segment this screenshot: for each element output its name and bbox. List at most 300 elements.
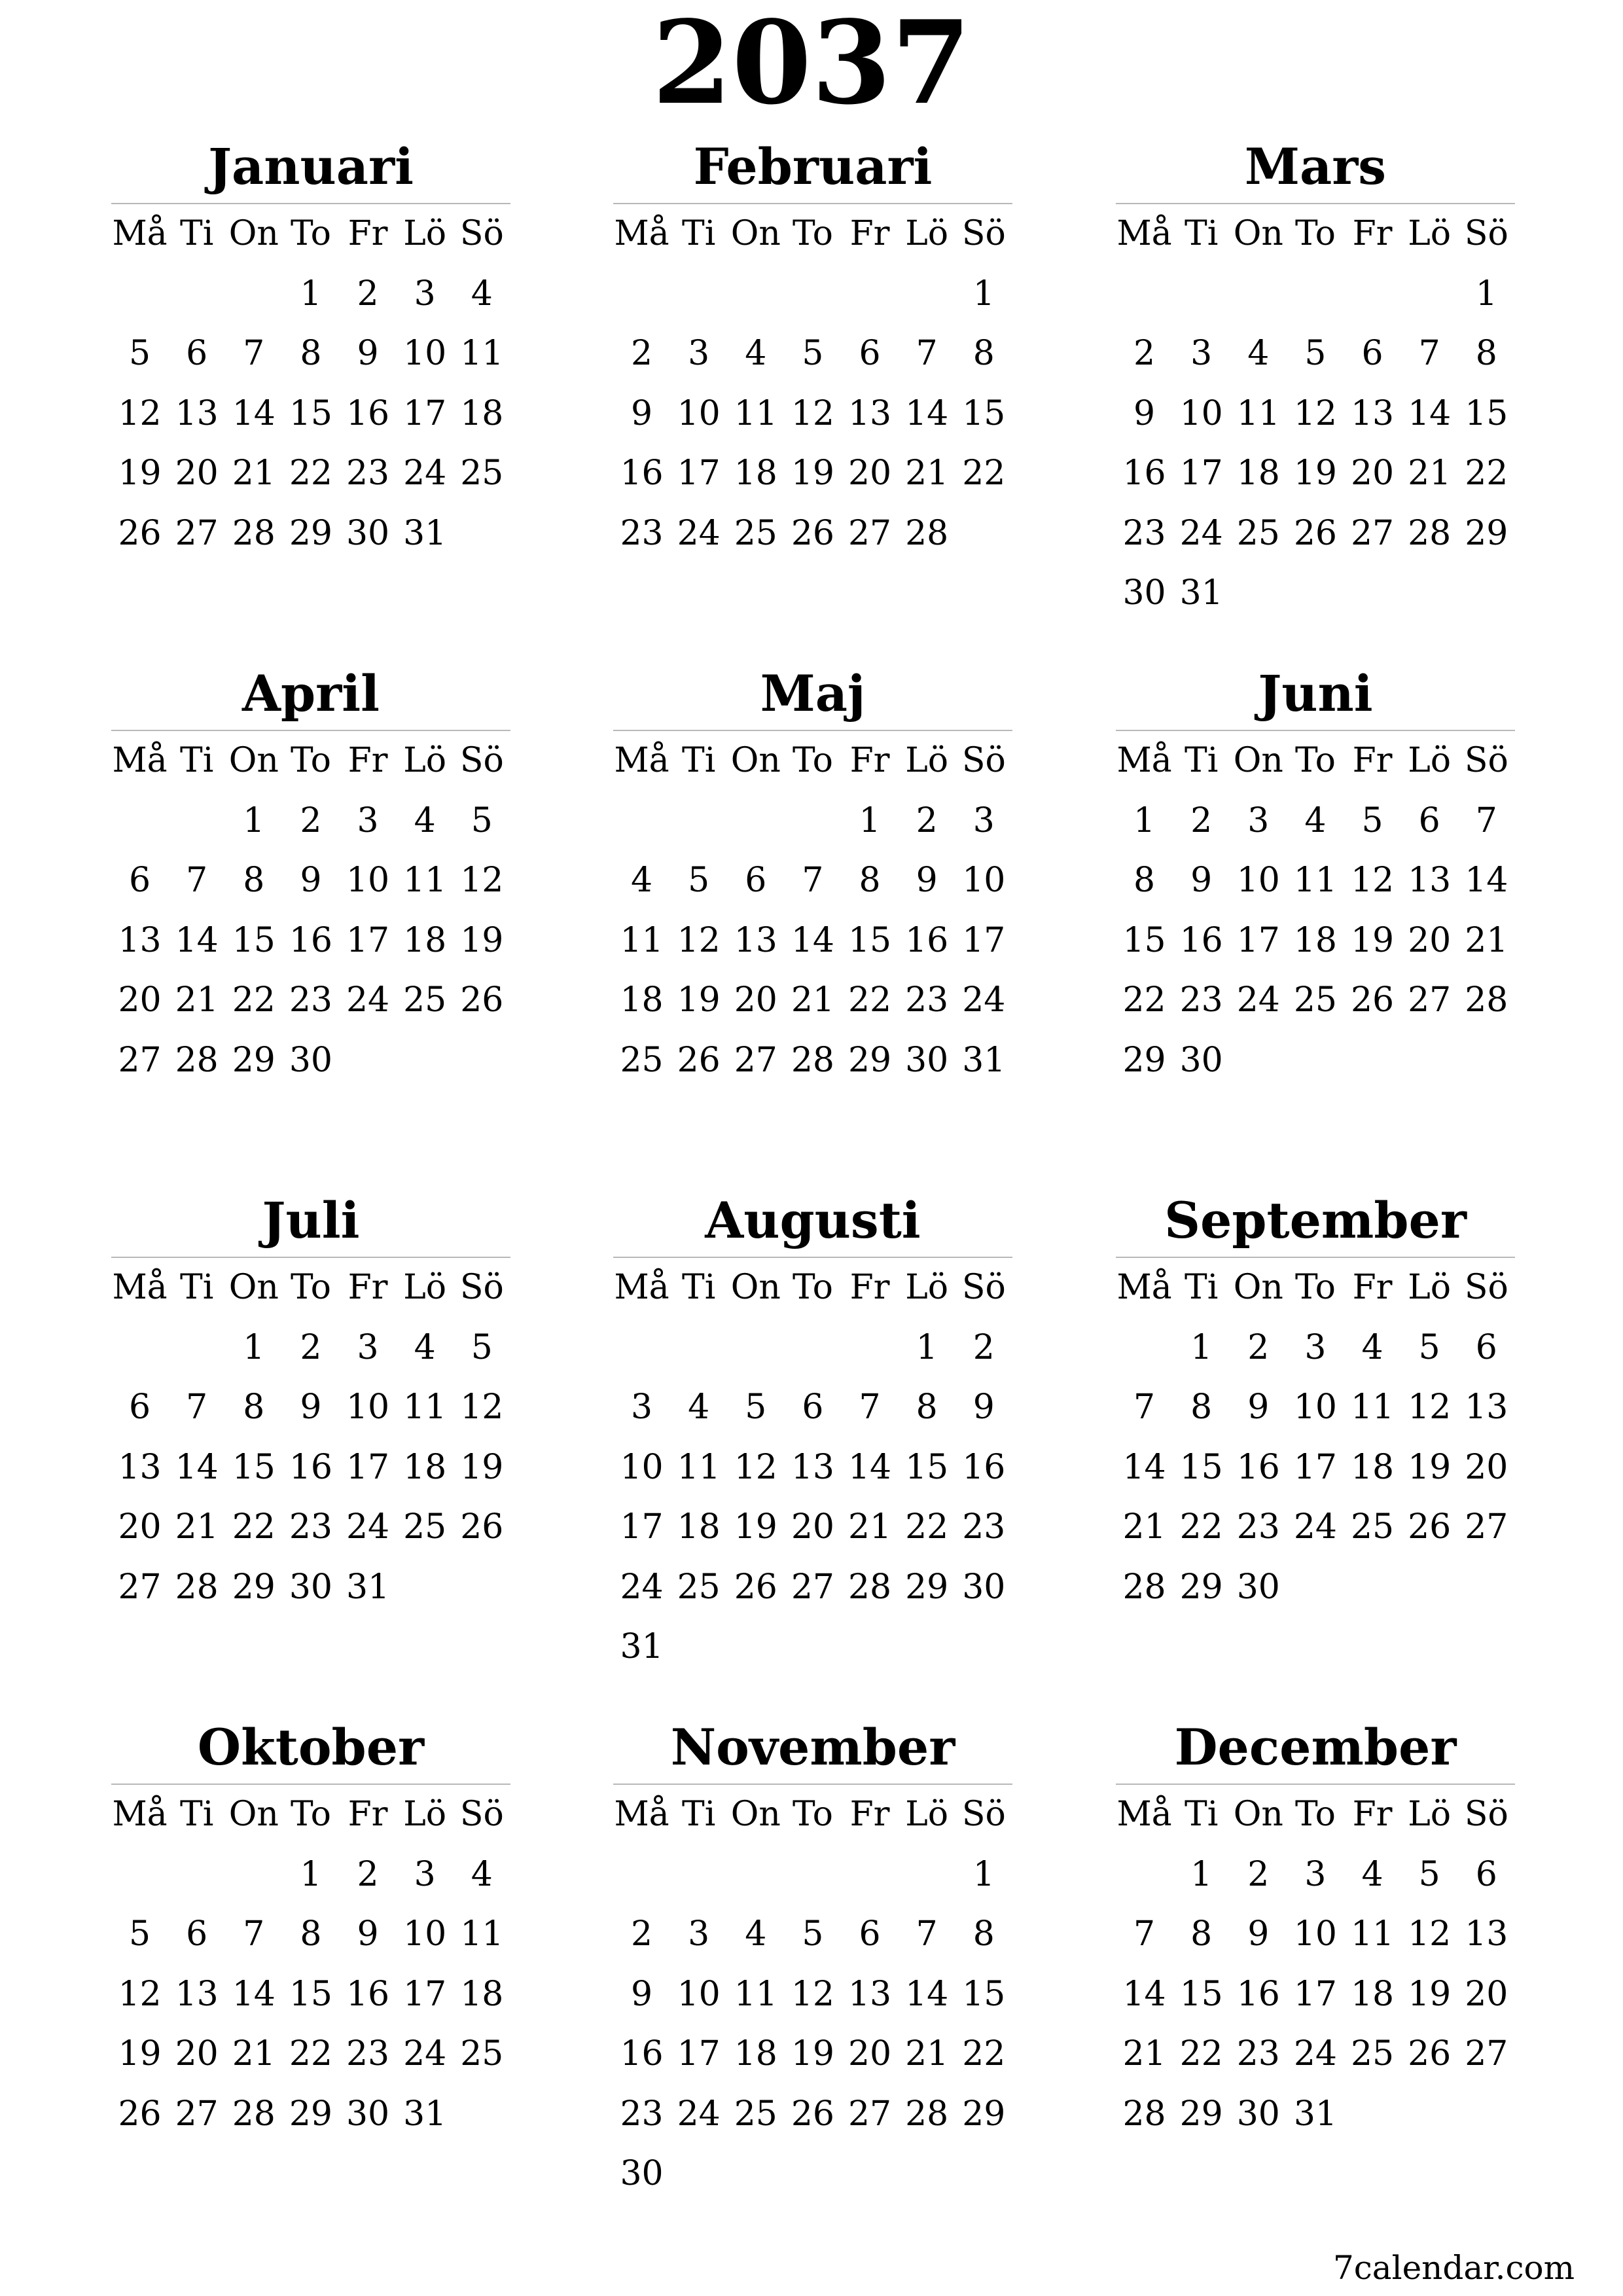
day-cell: 31 bbox=[346, 1567, 390, 1607]
day-cell: 28 bbox=[1465, 980, 1508, 1020]
day-cell: 9 bbox=[357, 1914, 379, 1954]
weekday-label: To bbox=[1294, 741, 1336, 780]
day-cell: 25 bbox=[403, 980, 447, 1020]
day-cell: 8 bbox=[972, 334, 995, 373]
day-cell: 12 bbox=[791, 1974, 835, 2014]
empty-cell bbox=[899, 1845, 955, 1905]
weekday-label: Lö bbox=[403, 741, 447, 780]
weekday-label: Fr bbox=[1352, 1268, 1393, 1307]
week-row bbox=[613, 264, 1012, 325]
week-row bbox=[111, 324, 510, 384]
day-cell: 18 bbox=[1350, 1974, 1395, 2014]
empty-cell bbox=[168, 264, 225, 325]
day-cell: 8 bbox=[1190, 1388, 1213, 1427]
month-juni bbox=[1116, 658, 1515, 1168]
day-cell: 14 bbox=[232, 393, 276, 433]
day-cell: 6 bbox=[1475, 1854, 1497, 1894]
weekday-label: To bbox=[290, 741, 331, 780]
day-cell: 3 bbox=[631, 1388, 653, 1427]
day-cell: 11 bbox=[460, 1914, 504, 1954]
day-cell: 10 bbox=[962, 861, 1006, 900]
day-cell: 20 bbox=[1408, 920, 1452, 960]
day-cell: 11 bbox=[1350, 1914, 1395, 1954]
month-juli bbox=[111, 1185, 510, 1695]
day-cell: 24 bbox=[677, 513, 721, 553]
weekday-header bbox=[111, 731, 510, 791]
day-cell: 24 bbox=[1179, 513, 1223, 553]
empty-cell bbox=[1344, 1558, 1401, 1618]
week-row bbox=[111, 1318, 510, 1378]
empty-cell bbox=[842, 1318, 899, 1378]
day-cell: 16 bbox=[289, 920, 333, 960]
month-name: Maj bbox=[613, 658, 1012, 731]
weekday-header bbox=[613, 1258, 1012, 1318]
day-cell: 15 bbox=[1179, 1974, 1223, 2014]
day-cell: 28 bbox=[232, 2094, 276, 2134]
day-cell: 11 bbox=[403, 861, 447, 900]
day-cell: 7 bbox=[243, 1914, 265, 1954]
weekday-header bbox=[613, 1785, 1012, 1845]
empty-cell bbox=[955, 1617, 1012, 1677]
weekday-label: Fr bbox=[348, 214, 388, 253]
day-cell: 14 bbox=[905, 1974, 949, 2014]
weekday-label: Sö bbox=[961, 1268, 1006, 1307]
day-cell: 21 bbox=[1122, 2034, 1166, 2073]
weekday-header bbox=[613, 204, 1012, 264]
day-cell: 20 bbox=[1465, 1447, 1508, 1487]
day-cell: 7 bbox=[859, 1388, 881, 1427]
day-cell: 7 bbox=[243, 334, 265, 373]
day-cell: 24 bbox=[1293, 2034, 1338, 2073]
day-cell: 17 bbox=[1236, 920, 1280, 960]
week-row bbox=[1116, 324, 1515, 384]
weekday-label: On bbox=[228, 214, 279, 253]
day-cell: 21 bbox=[175, 1507, 219, 1547]
day-cell: 30 bbox=[346, 2094, 390, 2134]
week-row bbox=[1116, 1905, 1515, 1965]
day-cell: 16 bbox=[346, 1974, 390, 2014]
day-cell: 10 bbox=[620, 1447, 664, 1487]
day-cell: 16 bbox=[962, 1447, 1006, 1487]
weekday-label: Må bbox=[112, 1795, 168, 1834]
day-cell: 6 bbox=[859, 334, 881, 373]
day-cell: 26 bbox=[460, 1507, 504, 1547]
week-row bbox=[1116, 1378, 1515, 1438]
day-cell: 23 bbox=[620, 2094, 664, 2134]
weekday-label: To bbox=[792, 1795, 833, 1834]
day-cell: 22 bbox=[847, 980, 892, 1020]
day-cell: 3 bbox=[357, 1327, 379, 1367]
day-cell: 27 bbox=[118, 1567, 162, 1607]
day-cell: 23 bbox=[289, 980, 333, 1020]
day-cell: 18 bbox=[734, 2034, 777, 2073]
day-cell: 19 bbox=[791, 454, 835, 493]
week-row bbox=[111, 444, 510, 504]
weekday-label: On bbox=[730, 741, 781, 780]
day-cell: 17 bbox=[1293, 1974, 1338, 2014]
day-cell: 17 bbox=[1179, 454, 1223, 493]
week-row bbox=[613, 1498, 1012, 1558]
day-cell: 14 bbox=[791, 920, 835, 960]
day-cell: 17 bbox=[403, 393, 447, 433]
day-cell: 6 bbox=[859, 1914, 881, 1954]
day-cell: 10 bbox=[1293, 1388, 1338, 1427]
day-cell: 6 bbox=[186, 1914, 208, 1954]
day-cell: 2 bbox=[357, 274, 379, 314]
weekday-label: Fr bbox=[348, 741, 388, 780]
week-row bbox=[613, 384, 1012, 444]
weekday-label: On bbox=[1233, 1268, 1283, 1307]
day-cell: 5 bbox=[129, 1914, 151, 1954]
empty-cell bbox=[168, 791, 225, 852]
empty-cell bbox=[1287, 564, 1344, 624]
day-cell: 20 bbox=[118, 980, 162, 1020]
weekday-label: Fr bbox=[1352, 214, 1393, 253]
day-cell: 20 bbox=[847, 2034, 892, 2073]
weekday-label: Ti bbox=[180, 741, 214, 780]
weekday-label: Ti bbox=[1185, 214, 1219, 253]
day-cell: 31 bbox=[620, 1627, 664, 1666]
week-row bbox=[613, 2144, 1012, 2204]
day-cell: 16 bbox=[620, 454, 664, 493]
day-cell: 1 bbox=[972, 274, 995, 314]
day-cell: 4 bbox=[1247, 334, 1270, 373]
day-cell: 3 bbox=[357, 800, 379, 840]
weekday-label: Må bbox=[1116, 741, 1172, 780]
day-cell: 13 bbox=[1465, 1914, 1508, 1954]
day-cell: 12 bbox=[118, 393, 162, 433]
day-cell: 23 bbox=[1179, 980, 1223, 1020]
weekday-label: Lö bbox=[1408, 214, 1452, 253]
day-cell: 23 bbox=[289, 1507, 333, 1547]
day-cell: 5 bbox=[471, 800, 493, 840]
day-cell: 8 bbox=[916, 1388, 938, 1427]
day-cell: 2 bbox=[916, 800, 938, 840]
weekday-header bbox=[1116, 731, 1515, 791]
week-row bbox=[1116, 1558, 1515, 1618]
day-cell: 17 bbox=[677, 454, 721, 493]
day-cell: 15 bbox=[1122, 920, 1166, 960]
empty-cell bbox=[784, 791, 841, 852]
day-cell: 30 bbox=[905, 1040, 949, 1080]
weekday-label: Lö bbox=[1408, 1268, 1452, 1307]
day-cell: 24 bbox=[962, 980, 1006, 1020]
day-cell: 22 bbox=[962, 2034, 1006, 2073]
weekday-label: Fr bbox=[849, 1795, 890, 1834]
day-cell: 4 bbox=[688, 1388, 710, 1427]
day-cell: 23 bbox=[1236, 1507, 1280, 1547]
day-cell: 12 bbox=[460, 861, 504, 900]
weekday-header bbox=[613, 731, 1012, 791]
empty-cell bbox=[670, 791, 727, 852]
day-cell: 27 bbox=[118, 1040, 162, 1080]
day-cell: 4 bbox=[745, 334, 767, 373]
weekday-label: Lö bbox=[403, 1795, 447, 1834]
day-cell: 31 bbox=[962, 1040, 1006, 1080]
empty-cell bbox=[1344, 2085, 1401, 2145]
day-cell: 10 bbox=[1236, 861, 1280, 900]
day-cell: 4 bbox=[745, 1914, 767, 1954]
month-november bbox=[613, 1712, 1012, 2222]
empty-cell bbox=[225, 264, 282, 325]
week-row bbox=[1116, 1031, 1515, 1091]
year-title: 2037 bbox=[652, 0, 971, 130]
empty-cell bbox=[613, 1845, 670, 1905]
month-name: Augusti bbox=[613, 1185, 1012, 1258]
day-cell: 2 bbox=[1247, 1327, 1270, 1367]
day-cell: 7 bbox=[1133, 1914, 1156, 1954]
empty-cell bbox=[1458, 564, 1515, 624]
day-cell: 26 bbox=[460, 980, 504, 1020]
month-name: Januari bbox=[111, 131, 510, 204]
weekday-header bbox=[111, 204, 510, 264]
weekday-label: Må bbox=[112, 741, 168, 780]
day-cell: 10 bbox=[346, 861, 390, 900]
day-cell: 1 bbox=[1190, 1327, 1213, 1367]
week-row bbox=[111, 1905, 510, 1965]
day-cell: 13 bbox=[118, 1447, 162, 1487]
empty-cell bbox=[111, 1318, 168, 1378]
month-name: Mars bbox=[1116, 131, 1515, 204]
empty-cell bbox=[168, 1318, 225, 1378]
day-cell: 15 bbox=[289, 393, 333, 433]
empty-cell bbox=[955, 2144, 1012, 2204]
day-cell: 27 bbox=[1465, 2034, 1508, 2073]
weekday-label: Sö bbox=[459, 1268, 504, 1307]
day-cell: 19 bbox=[118, 454, 162, 493]
day-cell: 21 bbox=[175, 980, 219, 1020]
day-cell: 11 bbox=[734, 1974, 777, 2014]
week-row bbox=[111, 2085, 510, 2145]
week-row bbox=[613, 2085, 1012, 2145]
day-cell: 21 bbox=[847, 1507, 892, 1547]
month-name: December bbox=[1116, 1712, 1515, 1785]
day-cell: 8 bbox=[859, 861, 881, 900]
month-name: Juli bbox=[111, 1185, 510, 1258]
empty-cell bbox=[1458, 1558, 1515, 1618]
empty-cell bbox=[1230, 564, 1287, 624]
day-cell: 25 bbox=[1350, 2034, 1395, 2073]
day-cell: 9 bbox=[357, 334, 379, 373]
day-cell: 25 bbox=[460, 454, 504, 493]
day-cell: 29 bbox=[1465, 513, 1508, 553]
day-cell: 22 bbox=[962, 454, 1006, 493]
day-cell: 19 bbox=[734, 1507, 777, 1547]
day-cell: 24 bbox=[346, 1507, 390, 1547]
day-cell: 2 bbox=[1247, 1854, 1270, 1894]
empty-cell bbox=[899, 264, 955, 325]
week-row bbox=[111, 1378, 510, 1438]
weekday-header bbox=[1116, 1258, 1515, 1318]
day-cell: 30 bbox=[1122, 573, 1166, 613]
empty-cell bbox=[727, 791, 784, 852]
week-row bbox=[111, 1965, 510, 2025]
month-januari bbox=[111, 131, 510, 641]
day-cell: 27 bbox=[734, 1040, 777, 1080]
empty-cell bbox=[1344, 264, 1401, 325]
weekday-label: Ti bbox=[180, 1268, 214, 1307]
day-cell: 6 bbox=[1361, 334, 1383, 373]
day-cell: 23 bbox=[346, 454, 390, 493]
day-cell: 29 bbox=[1179, 1567, 1223, 1607]
week-row bbox=[1116, 384, 1515, 444]
day-cell: 5 bbox=[802, 334, 824, 373]
day-cell: 5 bbox=[1304, 334, 1327, 373]
weekday-label: On bbox=[1233, 1795, 1283, 1834]
week-row bbox=[613, 1558, 1012, 1618]
day-cell: 30 bbox=[1236, 1567, 1280, 1607]
weekday-label: Lö bbox=[1408, 1795, 1452, 1834]
weekday-label: Lö bbox=[403, 214, 447, 253]
day-cell: 5 bbox=[745, 1388, 767, 1427]
day-cell: 15 bbox=[232, 1447, 276, 1487]
weekday-label: To bbox=[792, 741, 833, 780]
week-row bbox=[111, 911, 510, 971]
day-cell: 11 bbox=[677, 1447, 721, 1487]
day-cell: 20 bbox=[118, 1507, 162, 1547]
week-row bbox=[613, 1905, 1012, 1965]
day-cell: 1 bbox=[300, 274, 322, 314]
day-cell: 7 bbox=[1475, 800, 1497, 840]
day-cell: 22 bbox=[1179, 1507, 1223, 1547]
day-cell: 26 bbox=[1408, 1507, 1452, 1547]
weekday-label: Fr bbox=[1352, 741, 1393, 780]
day-cell: 7 bbox=[916, 1914, 938, 1954]
day-cell: 6 bbox=[1475, 1327, 1497, 1367]
month-maj bbox=[613, 658, 1012, 1168]
day-cell: 6 bbox=[129, 861, 151, 900]
week-row bbox=[1116, 264, 1515, 325]
day-cell: 12 bbox=[677, 920, 721, 960]
week-row bbox=[111, 264, 510, 325]
day-cell: 3 bbox=[1304, 1327, 1327, 1367]
empty-cell bbox=[784, 264, 841, 325]
day-cell: 12 bbox=[118, 1974, 162, 2014]
day-cell: 29 bbox=[905, 1567, 949, 1607]
day-cell: 22 bbox=[232, 980, 276, 1020]
day-cell: 9 bbox=[1133, 393, 1156, 433]
weekday-label: Fr bbox=[1352, 1795, 1393, 1834]
day-cell: 14 bbox=[232, 1974, 276, 2014]
empty-cell bbox=[340, 1031, 397, 1091]
day-cell: 5 bbox=[688, 861, 710, 900]
day-cell: 26 bbox=[118, 513, 162, 553]
week-row bbox=[111, 384, 510, 444]
empty-cell bbox=[168, 1845, 225, 1905]
week-row bbox=[111, 971, 510, 1031]
day-cell: 18 bbox=[1236, 454, 1280, 493]
day-cell: 25 bbox=[734, 2094, 777, 2134]
weekday-label: Sö bbox=[459, 1795, 504, 1834]
week-row bbox=[1116, 444, 1515, 504]
day-cell: 9 bbox=[916, 861, 938, 900]
day-cell: 28 bbox=[175, 1567, 219, 1607]
day-cell: 23 bbox=[620, 513, 664, 553]
day-cell: 27 bbox=[1350, 513, 1395, 553]
empty-cell bbox=[1344, 1031, 1401, 1091]
day-cell: 23 bbox=[346, 2034, 390, 2073]
day-cell: 8 bbox=[1475, 334, 1497, 373]
day-cell: 22 bbox=[1465, 454, 1508, 493]
day-cell: 4 bbox=[414, 800, 436, 840]
day-cell: 24 bbox=[1236, 980, 1280, 1020]
weekday-label: Lö bbox=[905, 1795, 949, 1834]
day-cell: 15 bbox=[1465, 393, 1508, 433]
week-row bbox=[613, 911, 1012, 971]
weekday-label: Må bbox=[614, 1268, 669, 1307]
day-cell: 4 bbox=[471, 274, 493, 314]
day-cell: 12 bbox=[734, 1447, 777, 1487]
day-cell: 28 bbox=[232, 513, 276, 553]
day-cell: 26 bbox=[1350, 980, 1395, 1020]
day-cell: 22 bbox=[289, 2034, 333, 2073]
day-cell: 24 bbox=[620, 1567, 664, 1607]
day-cell: 9 bbox=[300, 1388, 322, 1427]
week-row bbox=[613, 1031, 1012, 1091]
empty-cell bbox=[670, 264, 727, 325]
day-cell: 25 bbox=[403, 1507, 447, 1547]
day-cell: 30 bbox=[620, 2154, 664, 2193]
day-cell: 10 bbox=[1179, 393, 1223, 433]
empty-cell bbox=[111, 1845, 168, 1905]
day-cell: 17 bbox=[1293, 1447, 1338, 1487]
day-cell: 17 bbox=[346, 920, 390, 960]
day-cell: 30 bbox=[346, 513, 390, 553]
empty-cell bbox=[397, 1031, 454, 1091]
week-row bbox=[1116, 1498, 1515, 1558]
day-cell: 24 bbox=[346, 980, 390, 1020]
weekday-label: Må bbox=[112, 214, 168, 253]
day-cell: 14 bbox=[847, 1447, 892, 1487]
weekday-label: Ti bbox=[1185, 741, 1219, 780]
empty-cell bbox=[670, 2144, 727, 2204]
day-cell: 31 bbox=[403, 513, 447, 553]
week-row bbox=[1116, 851, 1515, 911]
day-cell: 28 bbox=[1122, 2094, 1166, 2134]
empty-cell bbox=[1401, 264, 1458, 325]
day-cell: 17 bbox=[620, 1507, 664, 1547]
day-cell: 27 bbox=[1465, 1507, 1508, 1547]
day-cell: 30 bbox=[962, 1567, 1006, 1607]
weekday-label: Fr bbox=[348, 1268, 388, 1307]
day-cell: 6 bbox=[186, 334, 208, 373]
day-cell: 31 bbox=[1179, 573, 1223, 613]
day-cell: 25 bbox=[734, 513, 777, 553]
day-cell: 2 bbox=[300, 800, 322, 840]
day-cell: 12 bbox=[1293, 393, 1338, 433]
day-cell: 30 bbox=[1179, 1040, 1223, 1080]
day-cell: 30 bbox=[289, 1040, 333, 1080]
day-cell: 19 bbox=[1293, 454, 1338, 493]
day-cell: 10 bbox=[346, 1388, 390, 1427]
day-cell: 9 bbox=[1190, 861, 1213, 900]
empty-cell bbox=[1287, 1031, 1344, 1091]
day-cell: 12 bbox=[460, 1388, 504, 1427]
day-cell: 14 bbox=[175, 920, 219, 960]
day-cell: 2 bbox=[1133, 334, 1156, 373]
day-cell: 12 bbox=[1350, 861, 1395, 900]
footer-site-credit: 7calendar.com bbox=[1332, 2249, 1575, 2287]
day-cell: 19 bbox=[460, 1447, 504, 1487]
empty-cell bbox=[670, 1318, 727, 1378]
empty-cell bbox=[784, 2144, 841, 2204]
weekday-label: Fr bbox=[849, 214, 890, 253]
weekday-label: Må bbox=[614, 214, 669, 253]
weekday-label: Lö bbox=[1408, 741, 1452, 780]
weekday-label: Sö bbox=[961, 1795, 1006, 1834]
day-cell: 29 bbox=[232, 1040, 276, 1080]
day-cell: 25 bbox=[620, 1040, 664, 1080]
